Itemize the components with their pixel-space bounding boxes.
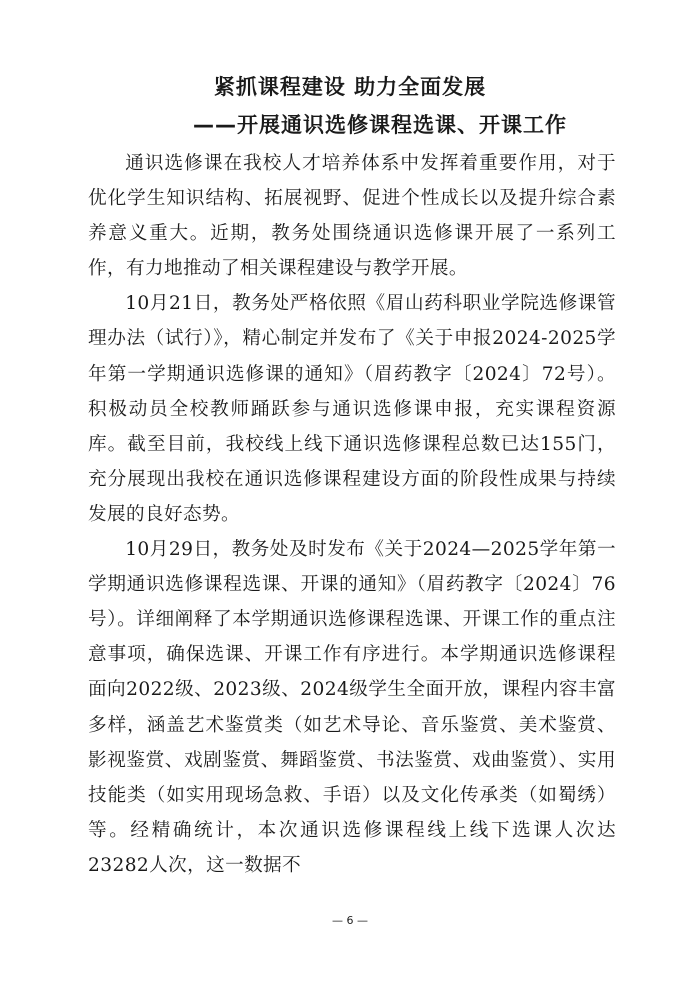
paragraph: 通识选修课在我校人才培养体系中发挥着重要作用，对于优化学生知识结构、拓展视野、促进个性成长以及提升综合素养意义重大。近期，教务处围绕通识选修课开展了一系列工作，有力地推动了相关课程建设与教学开展。 <box>88 153 616 280</box>
paragraph: 10月21日，教务处严格依照《眉山药科职业学院选修课管理办法（试行）》，精心制定并发布了《关于申报2024-2025学年第一学期通识选修课的通知》（眉药教字〔2024〕72号）。积极动员全校教师踊跃参与通识选修课申报，充实课程资源库。截至目前，我校线上线下通识选修课程总数已达155门，充分展现出我校在通识选修课程建设方面的阶段性成果与持续发展的良好态势。 <box>88 293 616 525</box>
paragraph: 10月29日，教务处及时发布《关于2024—2025学年第一学期通识选修课程选课、开课的通知》（眉药教字〔2024〕76号）。详细阐释了本学期通识选修课程选课、开课工作的重点注意事项，确保选课、开课工作有序进行。本学期通识选修课程面向2022级、2023级、2024级学生全面开放，课程内容丰富多样，涵盖艺术鉴赏类（如艺术导论、音乐鉴赏、美术鉴赏、影视鉴赏、戏剧鉴赏、舞蹈鉴赏、书法鉴赏、戏曲鉴赏）、实用技能类（如实用现场急救、手语）以及文化传承类（如蜀绣）等。经精确统计，本次通识选修课程线上线下选课人次达23282人次，这一数据不 <box>88 539 616 876</box>
page-number: — 6 — <box>332 914 368 927</box>
page-title: 紧抓课程建设 助力全面发展 <box>213 75 487 99</box>
document-body <box>88 146 616 883</box>
page-subtitle: ——开展通识选修课程选课、开课工作 <box>193 113 567 137</box>
